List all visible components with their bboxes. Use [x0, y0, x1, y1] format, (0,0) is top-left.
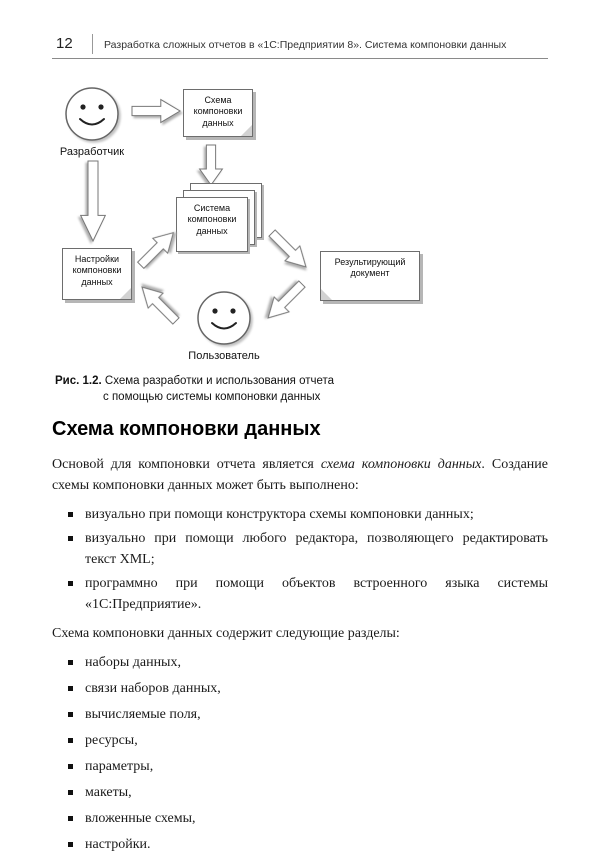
square-bullet-icon — [68, 712, 73, 717]
list-item — [52, 528, 548, 570]
stack-front-sheet — [176, 197, 248, 252]
system-doc-label: Система компоновки данных — [187, 203, 237, 236]
running-head-title: Разработка сложных отчетов в «1С:Предприятии 8». Система компоновки данных — [104, 39, 507, 51]
list-item-text: связи наборов данных, — [85, 681, 221, 696]
header-divider — [92, 34, 93, 54]
list-item-text: параметры, — [85, 759, 154, 774]
square-bullet-icon — [68, 581, 73, 586]
schema-doc-label: Схема компоновки данных — [193, 95, 243, 128]
intro-paragraph — [52, 454, 548, 496]
arrow-developer-to-schema-icon — [132, 98, 180, 124]
list-item-text: вложенные схемы, — [85, 811, 196, 826]
schema-doc-node — [183, 89, 253, 137]
list-item — [52, 756, 548, 777]
list-item-text: наборы данных, — [85, 655, 181, 670]
list-item — [52, 678, 548, 699]
developer-smiley-icon — [64, 86, 120, 142]
list-item — [52, 834, 548, 855]
result-doc-node — [320, 251, 420, 301]
running-head — [52, 34, 548, 59]
square-bullet-icon — [68, 686, 73, 691]
bullet-list-creation-ways — [52, 504, 548, 615]
system-stack-node — [176, 183, 262, 252]
caption-line-1 — [55, 374, 525, 390]
developer-label: Разработчик — [59, 146, 125, 158]
arrow-settings-to-system-icon — [132, 224, 181, 273]
square-bullet-icon — [68, 660, 73, 665]
square-bullet-icon — [68, 842, 73, 847]
settings-doc-node — [62, 248, 132, 300]
square-bullet-icon — [68, 536, 73, 541]
bullet-list-schema-sections — [52, 652, 548, 855]
list-item — [52, 730, 548, 751]
square-bullet-icon — [68, 738, 73, 743]
result-doc-label: Результирующий документ — [334, 257, 406, 279]
list-item-text: визуально при помощи любого редактора, позволяющего редактировать текст XML; — [85, 531, 548, 567]
arrow-system-to-result-icon — [264, 225, 315, 276]
section-body — [52, 454, 548, 863]
list-item-text: настройки. — [85, 837, 151, 852]
intro-text-after: . Создание схемы компоновки данных может быть выполнено: — [52, 457, 548, 493]
caption-text-1: Схема разработки и использования отчета — [101, 375, 335, 387]
list-item-text: визуально при помощи конструктора схемы компоновки данных; — [85, 507, 474, 522]
list-item-text: макеты, — [85, 785, 132, 800]
caption-figure-number: Рис. 1.2. — [55, 375, 102, 387]
intro-text-italic: схема компоновки данных — [320, 457, 482, 472]
figure-1-2-diagram — [0, 78, 600, 378]
list-item — [52, 573, 548, 615]
square-bullet-icon — [68, 816, 73, 821]
user-label: Пользователь — [188, 350, 260, 362]
figure-caption — [55, 374, 525, 405]
list-item — [52, 782, 548, 803]
arrow-user-to-settings-icon — [134, 279, 185, 330]
settings-doc-label: Настройки компоновки данных — [72, 254, 122, 287]
sections-paragraph: Схема компоновки данных содержит следующие разделы: — [52, 626, 400, 641]
list-item — [52, 652, 548, 673]
caption-text-2: с помощью системы компоновки данных — [103, 390, 321, 403]
page-number: 12 — [56, 35, 73, 52]
square-bullet-icon — [68, 512, 73, 517]
arrow-developer-to-settings-icon — [79, 161, 107, 241]
list-item — [52, 808, 548, 829]
list-item — [52, 704, 548, 725]
list-item-text: вычисляемые поля, — [85, 707, 201, 722]
square-bullet-icon — [68, 764, 73, 769]
intro-text-before: Основой для компоновки отчета является — [52, 457, 321, 472]
arrow-schema-to-system-icon — [198, 145, 224, 185]
section-heading: Схема компоновки данных — [52, 418, 321, 440]
list-item-text: программно при помощи объектов встроенного языка системы «1С:Предприятие». — [85, 576, 548, 612]
list-item — [52, 504, 548, 525]
list-item-text: ресурсы, — [85, 733, 138, 748]
arrow-result-to-user-icon — [260, 276, 311, 327]
user-smiley-icon — [196, 290, 252, 346]
square-bullet-icon — [68, 790, 73, 795]
